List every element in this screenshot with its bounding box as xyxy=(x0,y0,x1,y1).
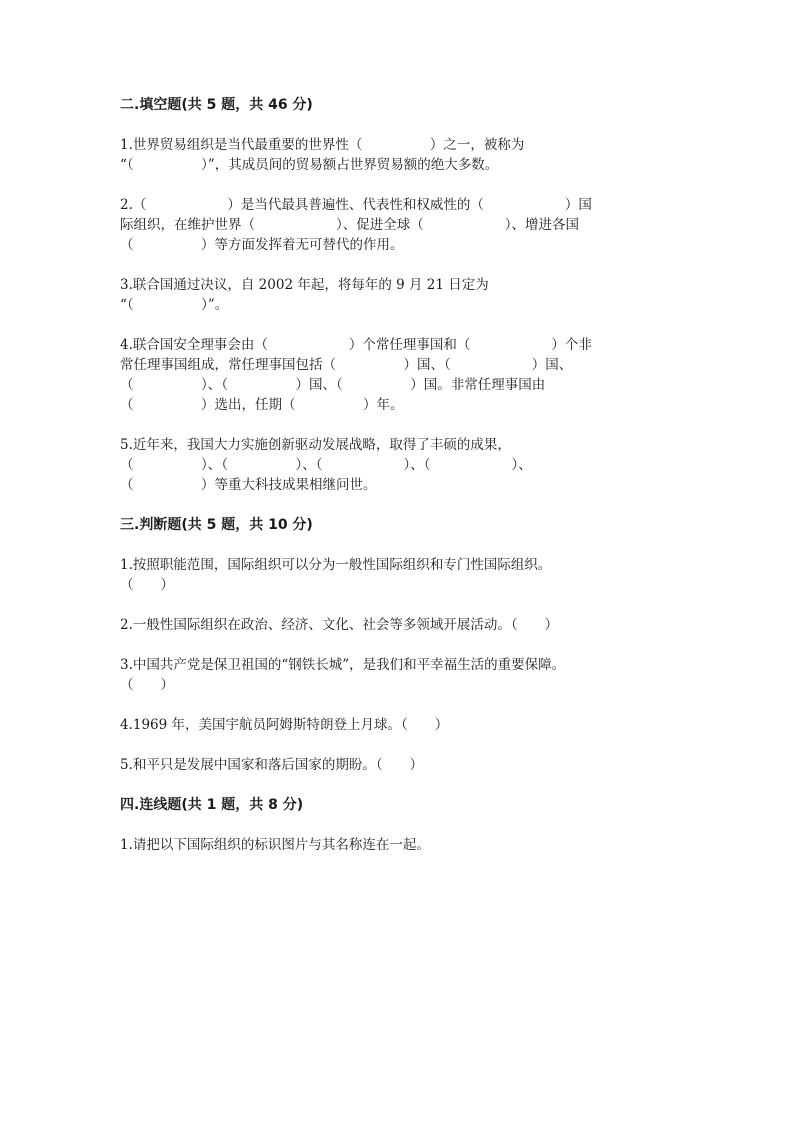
question-fill-5 xyxy=(120,435,680,495)
question-line: 际组织，在维护世界（ ）、促进全球（ ）、增进各国 xyxy=(120,217,579,233)
question-line: 4.1969 年，美国宇航员阿姆斯特朗登上月球。（ ） xyxy=(120,717,449,733)
question-line: （ ） xyxy=(120,677,174,693)
question-line: 1.世界贸易组织是当代最重要的世界性（ ）之一，被称为 xyxy=(120,137,525,153)
question-line: 1.按照职能范围，国际组织可以分为一般性国际组织和专门性国际组织。 xyxy=(120,557,552,573)
question-match-1 xyxy=(120,835,680,855)
question-line: （ ） xyxy=(120,577,174,593)
question-line: 常任理事国组成，常任理事国包括（ ）国、（ ）国、 xyxy=(120,357,573,373)
question-line: “（ ）”，其成员间的贸易额占世界贸易额的绝大多数。 xyxy=(120,157,499,173)
question-line: 3.联合国通过决议，自 2002 年起，将每年的 9 月 21 日定为 xyxy=(120,277,489,293)
question-judge-1 xyxy=(120,555,680,595)
question-fill-4 xyxy=(120,335,680,415)
question-line: 5.和平只是发展中国家和落后国家的期盼。（ ） xyxy=(120,757,424,773)
question-line: “（ ）”。 xyxy=(120,297,229,313)
question-fill-1 xyxy=(120,135,680,175)
question-line: （ ）等方面发挥着无可替代的作用。 xyxy=(120,237,404,253)
question-line: （ ）、（ ）、（ ）、（ ）、 xyxy=(120,457,532,473)
section-title: 三.判断题(共 5 题，共 10 分) xyxy=(120,517,313,533)
section-fill-in-blank xyxy=(120,95,680,495)
question-judge-3 xyxy=(120,655,680,695)
question-judge-2 xyxy=(120,615,680,635)
section-true-false xyxy=(120,515,680,775)
question-line: 3.中国共产党是保卫祖国的“钢铁长城”，是我们和平幸福生活的重要保障。 xyxy=(120,657,566,673)
question-line: （ ）等重大科技成果相继问世。 xyxy=(120,477,377,493)
question-line: 5.近年来，我国大力实施创新驱动发展战略，取得了丰硕的成果， xyxy=(120,437,511,453)
question-fill-3 xyxy=(120,275,680,315)
question-line: 4.联合国安全理事会由（ ）个常任理事国和（ ）个非 xyxy=(120,337,592,353)
question-line: 2.（ ）是当代最具普遍性、代表性和权威性的（ ）国 xyxy=(120,197,592,213)
question-fill-2 xyxy=(120,195,680,255)
section-matching xyxy=(120,795,680,855)
section-title: 四.连线题(共 1 题，共 8 分) xyxy=(120,797,304,813)
section-title: 二.填空题(共 5 题，共 46 分) xyxy=(120,97,313,113)
question-judge-4 xyxy=(120,715,680,735)
question-line: （ ）选出，任期（ ）年。 xyxy=(120,397,404,413)
question-line: （ ）、（ ）国、（ ）国。非常任理事国由 xyxy=(120,377,546,393)
exam-page xyxy=(120,95,680,875)
question-judge-5 xyxy=(120,755,680,775)
question-line: 1.请把以下国际组织的标识图片与其名称连在一起。 xyxy=(120,837,430,853)
question-line: 2.一般性国际组织在政治、经济、文化、社会等多领域开展活动。（ ） xyxy=(120,617,559,633)
